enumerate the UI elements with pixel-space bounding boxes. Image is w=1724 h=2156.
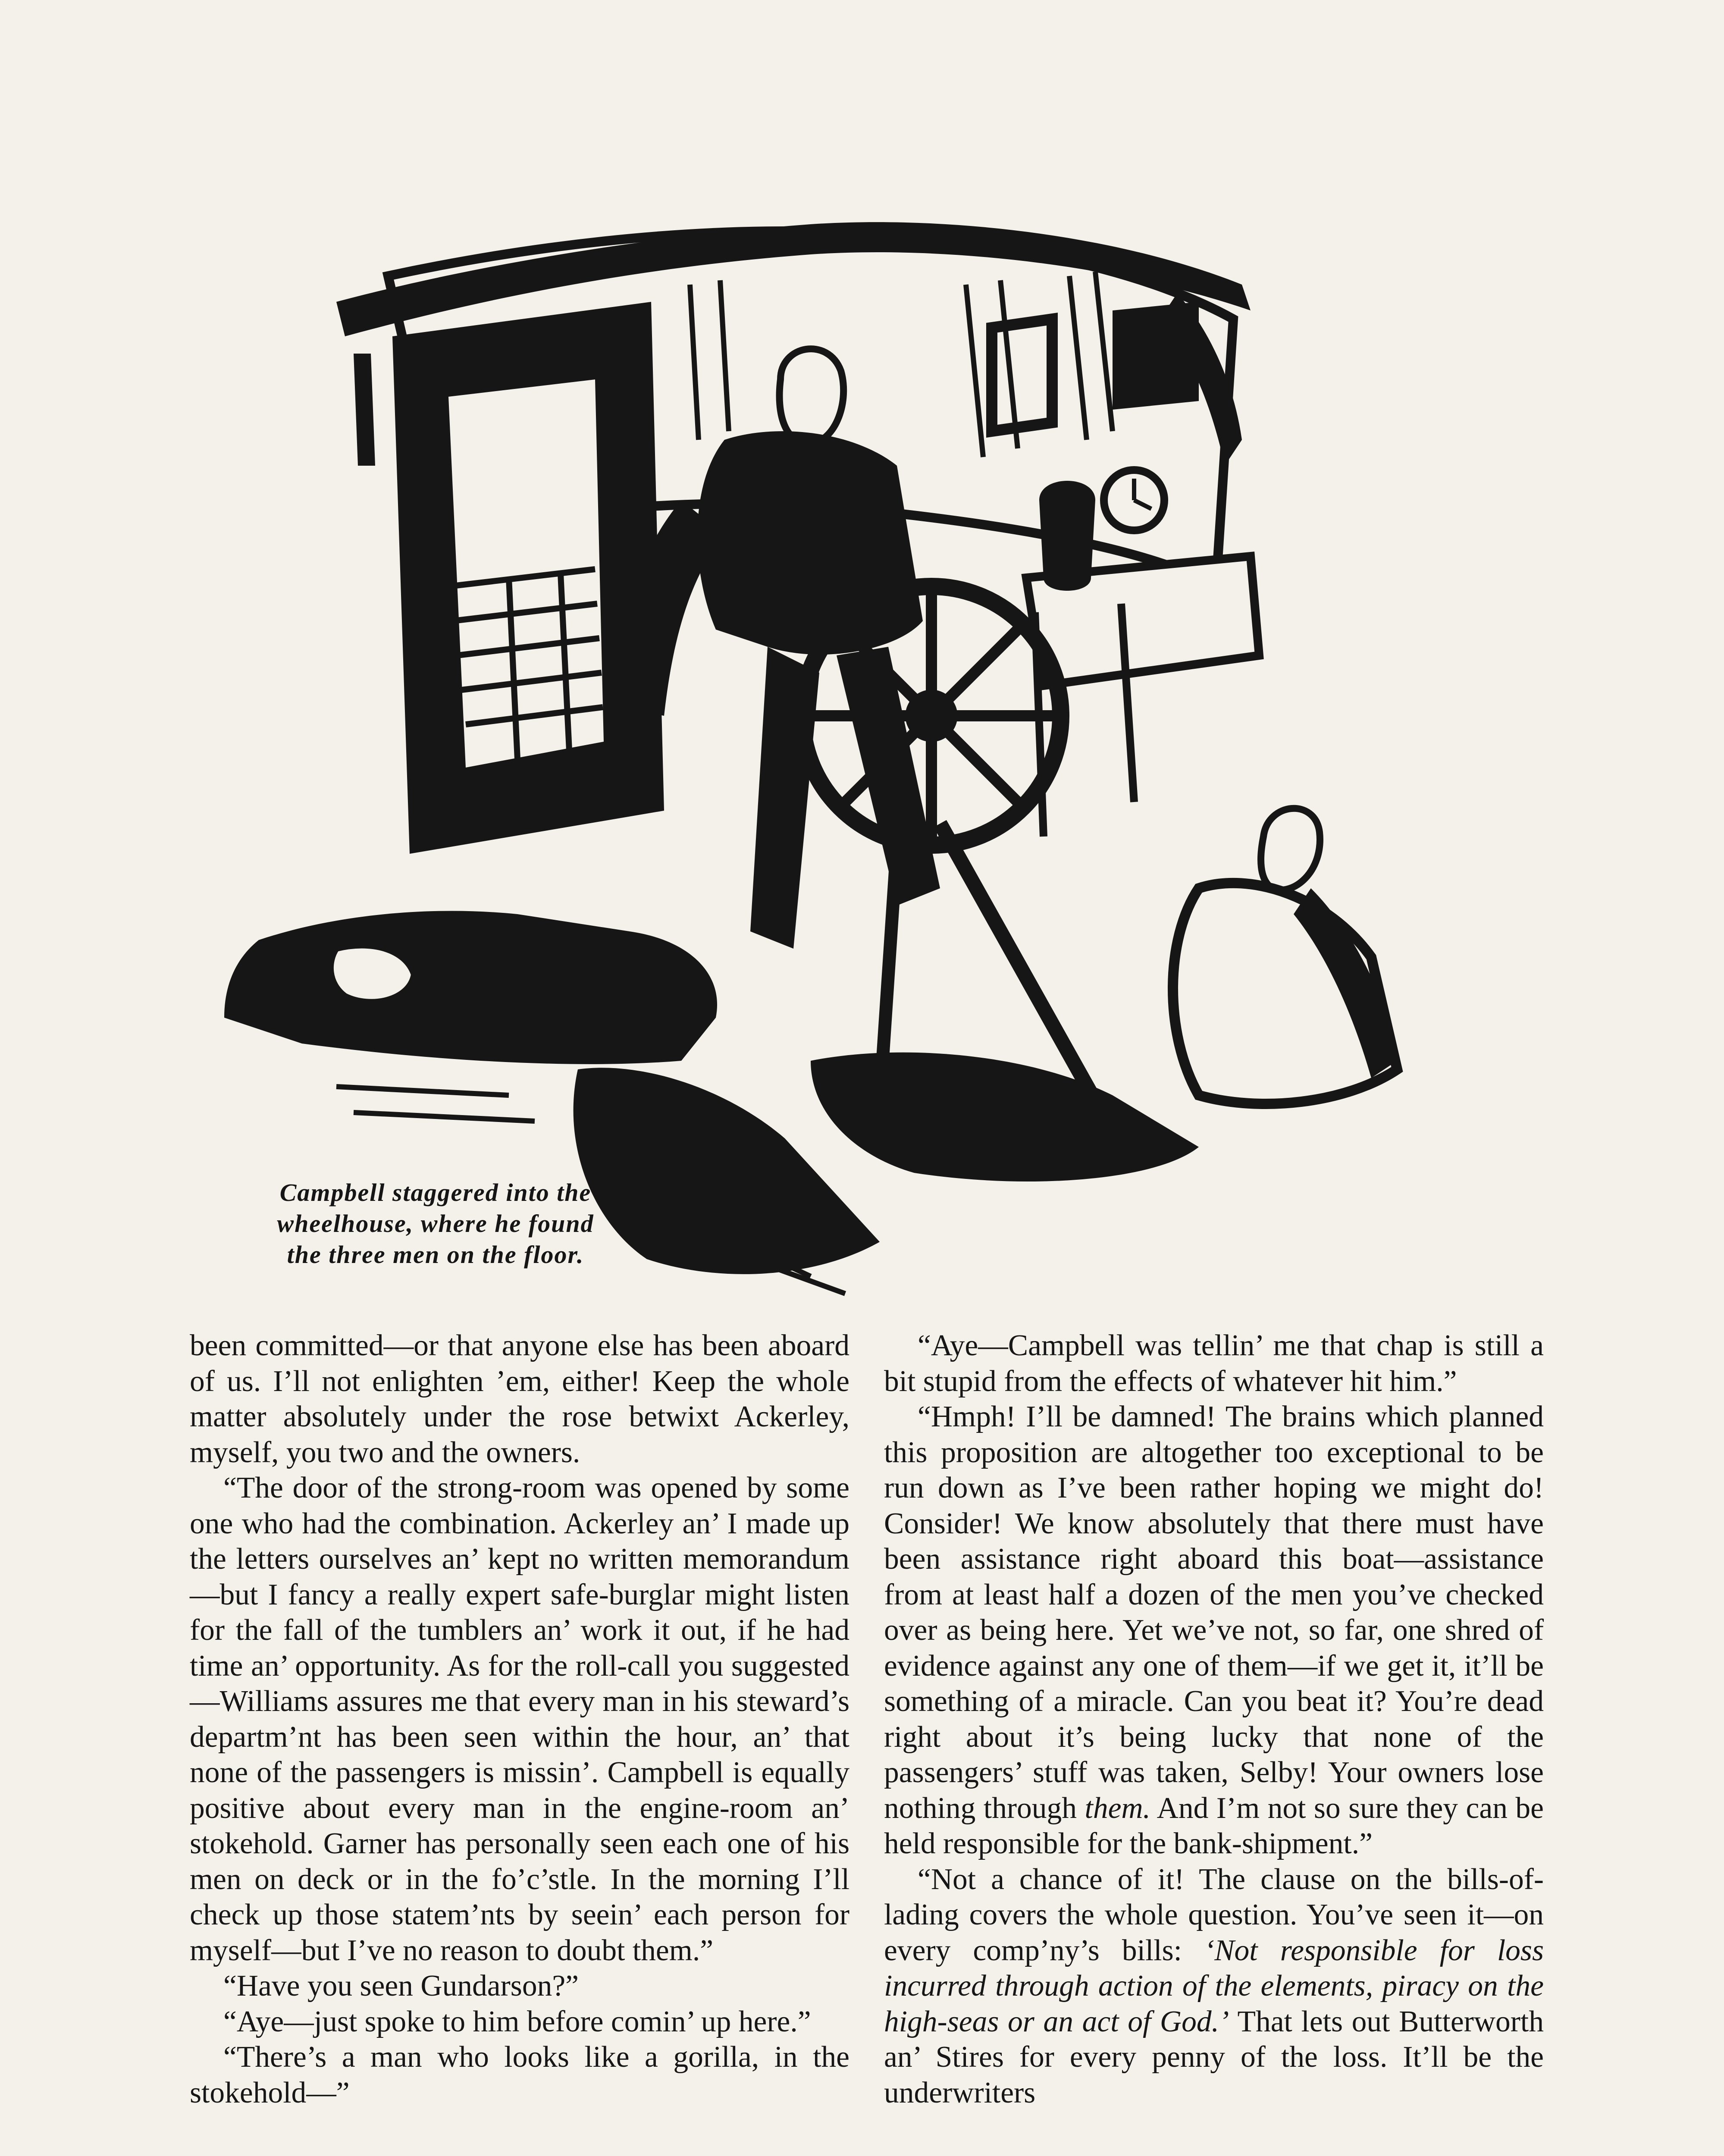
text-run: “Not a chance of it! The clause on the bills-of-lading covers the whole question. You’ve seen it—on every comp’ny’s bills: (884, 1862, 1544, 1967)
paragraph: been committed—or that anyone else has been aboard of us. I’ll not enlighten ’em, either! Keep the whole matter absolutely under the rose betwixt Ackerley, myself, you two and the owners. (190, 1329, 849, 1469)
ink-drawing (207, 198, 1449, 1302)
wheelhouse-illustration (207, 198, 1449, 1302)
illustration-caption (224, 1177, 647, 1270)
paragraph: “Have you seen Gundarson?” (223, 1969, 579, 2002)
paragraph (884, 1399, 1544, 1862)
text-run: “Hmph! I’ll be damned! The brains which planned this proposition are altogether too exceptional to be run down as I’ve been rather hoping we might do! Consider! We know absolutely that there must have been assistance right aboard this boat—assistance from at least half a dozen of the men you’ve checked over as being here. Yet we’ve not, so far, one shred of evidence against any one of them—if we get it, it’ll be something of a miracle. Can you beat it? You’re dead right about it’s being lucky that none of the passengers’ stuff was taken, Selby! Your owners lose nothing through (884, 1400, 1544, 1825)
italic-text: them. (1085, 1791, 1150, 1825)
italic-quote: ‘Not responsible for loss incurred through action of the elements, piracy on the high-seas or an act of God.’ (884, 1934, 1544, 2038)
left-text-column (190, 1328, 849, 2111)
paragraph: “Aye—just spoke to him before comin’ up here.” (223, 2005, 811, 2038)
text-run: That lets out Butterworth an’ Stires for every penny of the loss. It’ll be the underwriters (884, 2005, 1544, 2109)
caption-line: Campbell staggered into the (279, 1178, 592, 1206)
caption-line: wheelhouse, where he found (277, 1210, 594, 1238)
paragraph: “Aye—Campbell was tellin’ me that chap is still a bit stupid from the effects of whatever hit him.” (884, 1329, 1544, 1398)
paragraph: “The door of the strong-room was opened by some one who had the combination. Ackerley an’ I made up the letters ourselves an’ kept no written memorandum—but I fancy a really expert safe-burglar might listen for the fall of the tumblers an’ work it out, if he had time an’ opportunity. As for the roll-call you suggested—Williams assures me that every man in his steward’s departm’nt has been seen within the hour, an’ that none of the passengers is missin’. Campbell is equally positive about every man in the engine-room an’ stokehold. Garner has personally seen each one of his men on deck or in the fo’c’stle. In the morning I’ll check up those statem’nts by seein’ each person for myself—but I’ve no reason to doubt them.” (190, 1471, 849, 1967)
caption-line: the three men on the floor. (287, 1241, 584, 1269)
right-text-column (884, 1328, 1544, 2111)
paragraph: “There’s a man who looks like a gorilla, in the stokehold—” (190, 2040, 849, 2109)
paragraph (884, 1862, 1544, 2111)
text-run: And I’m not so sure they can be held responsible for the bank-shipment.” (884, 1791, 1544, 1860)
